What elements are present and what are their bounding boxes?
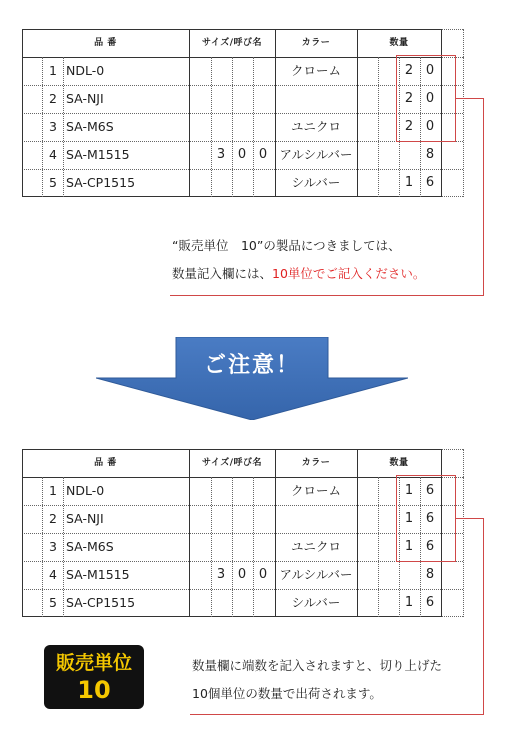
qty-digit: 8 (425, 567, 435, 582)
row-number: 5 (49, 175, 57, 190)
part-number: NDL-0 (66, 63, 105, 78)
table-dotted-line (253, 477, 254, 617)
table-dotted-line (463, 449, 464, 477)
qty-highlight-box-bottom (396, 475, 456, 562)
row-number: 3 (49, 119, 57, 134)
table-dotted-line (253, 57, 254, 197)
header-size: サイズ/呼び名 (201, 38, 263, 48)
size-digit: 0 (237, 147, 247, 162)
connector-line (170, 295, 484, 296)
row-number: 2 (49, 91, 57, 106)
part-number: NDL-0 (66, 483, 105, 498)
note-top-line2 (172, 264, 425, 282)
qty-digit: 1 (404, 483, 414, 498)
badge-line1: 販売単位 (55, 652, 132, 674)
part-number: SA-NJI (66, 511, 104, 526)
table-dotted-line (378, 57, 379, 197)
color-name: ユニクロ (290, 119, 341, 134)
color-name: ユニクロ (290, 539, 341, 554)
qty-digit: 0 (425, 119, 435, 134)
part-number: SA-M1515 (66, 147, 130, 162)
table-dotted-line (63, 477, 64, 617)
color-name: クローム (290, 483, 341, 498)
qty-digit: 6 (425, 175, 435, 190)
qty-digit: 6 (425, 483, 435, 498)
note-top-line1: “販売単位 10”の製品につきましては、 (172, 238, 401, 253)
color-name: シルバー (291, 175, 341, 190)
header-part: 品 番 (94, 458, 117, 468)
color-name: クローム (290, 63, 341, 78)
table-dotted-line (232, 57, 233, 197)
size-digit: 0 (237, 567, 247, 582)
header-qty: 数量 (389, 458, 409, 468)
color-name: アルシルバー (279, 147, 353, 162)
table-dotted-line (441, 449, 463, 450)
caution-label: ご注意！ (203, 353, 300, 378)
table-dotted-line (441, 29, 463, 30)
table-dotted-line (463, 477, 464, 617)
color-name: アルシルバー (279, 567, 353, 582)
qty-highlight-box-top (396, 55, 456, 142)
table-dotted-line (441, 616, 463, 617)
size-digit: 3 (216, 147, 226, 162)
part-number: SA-M6S (66, 539, 114, 554)
qty-digit: 2 (404, 91, 414, 106)
size-digit: 0 (258, 567, 268, 582)
connector-line (456, 518, 484, 519)
color-name: シルバー (291, 595, 341, 610)
connector-line (190, 714, 484, 715)
qty-digit: 1 (404, 511, 414, 526)
qty-digit: 6 (425, 539, 435, 554)
row-number: 4 (49, 147, 57, 162)
header-size: サイズ/呼び名 (201, 458, 263, 468)
table-dotted-line (63, 57, 64, 197)
qty-digit: 6 (425, 595, 435, 610)
header-qty: 数量 (389, 38, 409, 48)
qty-digit: 2 (404, 119, 414, 134)
row-number: 1 (49, 63, 57, 78)
connector-line (483, 518, 484, 715)
table-dotted-line (463, 57, 464, 197)
part-number: SA-NJI (66, 91, 104, 106)
qty-digit: 1 (404, 539, 414, 554)
table-dotted-line (441, 196, 463, 197)
row-number: 4 (49, 567, 57, 582)
badge-line2: 10 (77, 676, 111, 704)
header-color: カラー (301, 38, 331, 48)
table-dotted-line (232, 477, 233, 617)
row-number: 2 (49, 511, 57, 526)
size-digit: 3 (216, 567, 226, 582)
note-bottom-line1: 数量欄に端数を記入されますと、切り上げた (192, 658, 443, 673)
note-bottom-line2: 10個単位の数量で出荷されます。 (192, 686, 382, 701)
row-number: 3 (49, 539, 57, 554)
part-number: SA-CP1515 (66, 595, 136, 610)
connector-line (456, 98, 484, 99)
qty-digit: 8 (425, 147, 435, 162)
part-number: SA-CP1515 (66, 175, 136, 190)
part-number: SA-M6S (66, 119, 114, 134)
qty-digit: 0 (425, 63, 435, 78)
row-number: 5 (49, 595, 57, 610)
qty-digit: 1 (404, 175, 414, 190)
table-dotted-line (211, 477, 212, 617)
row-number: 1 (49, 483, 57, 498)
note-top-line2-b: 10単位でご記入ください。 (272, 266, 426, 281)
connector-line (483, 98, 484, 296)
table-dotted-line (463, 29, 464, 57)
header-color: カラー (301, 458, 331, 468)
size-digit: 0 (258, 147, 268, 162)
header-part: 品 番 (94, 38, 117, 48)
table-dotted-line (378, 477, 379, 617)
note-top-line2-a: 数量記入欄には、 (172, 266, 273, 281)
qty-digit: 1 (404, 595, 414, 610)
part-number: SA-M1515 (66, 567, 130, 582)
sales-unit-badge (44, 645, 144, 709)
qty-digit: 2 (404, 63, 414, 78)
qty-digit: 6 (425, 511, 435, 526)
table-dotted-line (211, 57, 212, 197)
qty-digit: 0 (425, 91, 435, 106)
